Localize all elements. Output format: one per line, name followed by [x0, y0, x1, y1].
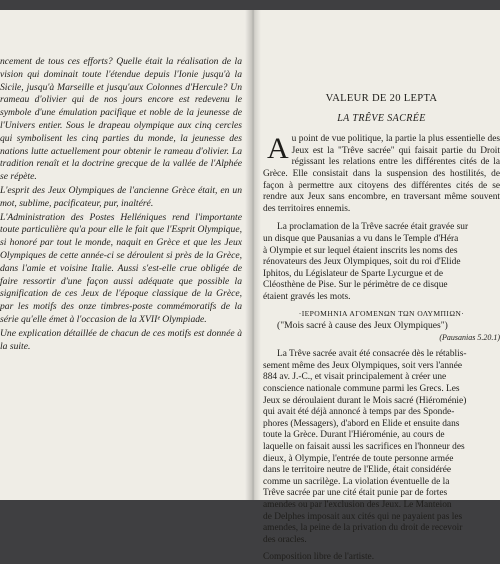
- para3-line: phores (Messagers), d'abord en Elide et ensuite dans: [263, 418, 460, 429]
- quote-source: (Pausanias 5.20.1): [439, 332, 500, 342]
- left-page: [0, 56, 242, 500]
- para2-line: étaient gravés les mots.: [263, 291, 351, 302]
- para3-line: amendes ou par l'exclusion des Jeux. Le Manteion: [263, 500, 452, 510]
- greek-inscription: ·ΙΕΡΟΜΗΝΙΑ ΑΓΟΜΕΝΩΝ ΤΩΝ ΟΛΥΜΠΙΩΝ·: [298, 308, 465, 318]
- para2-line: Iphitos, du Législateur de Sparte Lycurgue et de: [263, 268, 443, 279]
- para2-line: La proclamation de la Trêve sacrée était gravée sur: [277, 222, 469, 233]
- para2-line: à Olympie et sur lequel étaient inscrits les noms des: [263, 245, 458, 256]
- para3-line: de Delphes imposait aux cités qui ne payaient pas les: [263, 511, 463, 522]
- right-paragraph-1-text: u point de vue politique, la partie la plus essentielle des Jeux est la "Trêve sacrée" qui faisait partie du Droit régissant les relations entre les différentes cités de la Grèce. Elle consistait dans la suspension des hostilités, de façon à permettre aux citoyens des différentes cités de se rendre aux Jeux sans encombre, en traversant même souvent des territoires ennemis.: [263, 134, 500, 214]
- para3-line: laquelle on faisait aussi les sacrifices en l'honneur des: [263, 442, 465, 453]
- left-paragraph-1: ncement de tous ces efforts? Quelle était la réalisation de la vision qui dominait toute l'étendue depuis l'Ionie jusqu'à la Sicile, jusqu'à Marseille et jusqu'aux Colonnes d'Hercule? Un rameau d'olivier qui de nos jours encore est redevenu le symbole d'une émulation pacifique et noble de la jeunesse de l'Univers entier. Sous le drapeau olympique aux cinq cercles qui symbolisent les cinq parties du monde, la jeunesse des nations lutte actuellement pour obtenir le rameau d'olivier. La tradition renaît et la doctrine grecque de la vallée de l'Alphée se répète.: [0, 56, 242, 183]
- para3-line: qui avait été déjà annoncé à temps par des Sponde-: [263, 407, 455, 418]
- para3-line: conscience nationale commune parmi les Grecs. Les: [263, 384, 460, 395]
- book-spread: [0, 10, 500, 563]
- drop-cap: A: [267, 132, 289, 166]
- section-title: LA TRÊVE SACRÉE: [337, 112, 426, 124]
- para3-line: La Trêve sacrée avait été consacrée dès le rétablis-: [277, 349, 467, 360]
- left-paragraph-2: L'esprit des Jeux Olympiques de l'ancienne Grèce était, en un mot, sublime, pacificateur, pur, inaltéré.: [0, 184, 242, 209]
- para3-line: comme un sacrilège. La violation éventuelle de la: [263, 476, 450, 487]
- para2-line: Cléosthène de Pise. Sur le périmètre de ce disque: [263, 280, 448, 291]
- para3-line: 884 av. J.-C., et visait principalement à créer une: [263, 372, 447, 383]
- left-paragraph-4: Une explication détaillée de chacun de ces motifs est donnée à la suite.: [0, 327, 242, 352]
- para3-line: amendes, la peine de la privation du droit de recevoir: [263, 523, 463, 534]
- left-paragraph-3: L'Administration des Postes Helléniques rend l'importante toute particulière qu'a pour elle le fait que l'Esprit Olympique, si honoré par tout le monde, naquit en Grèce et que les Jeux Olympiques de cette année-ci se déroulent si près de la Grèce, dans l'amie et voisine Italie. Aussi s'est-elle crue obligée de faire ressortir d'une façon aussi adéquate que possible la signification de ces Jeux de l'époque classique de la Grèce, par les motifs des onze timbres-poste commémoratifs de la série qu'elle émet à l'occasion de la XVIIᵉ Olympiade.: [0, 211, 242, 325]
- right-paragraph-2: [263, 222, 500, 303]
- right-page: [263, 93, 500, 563]
- para2-line: rénovateurs des Jeux Olympiques, soit du roi d'Elide: [263, 257, 461, 268]
- para2-line: un disque que Pausanias a vu dans le Temple d'Héra: [263, 233, 459, 244]
- book-gutter: [245, 10, 261, 500]
- para3-line: Trêve sacrée par une cité était punie par de fortes: [263, 488, 448, 499]
- right-paragraph-3: [263, 349, 500, 546]
- para3-line: sement même des Jeux Olympiques, soit vers l'année: [263, 360, 463, 371]
- para3-line: des oracles.: [263, 534, 307, 545]
- right-paragraph-1: [263, 134, 500, 215]
- para3-line: dans le territoire neutre de l'Elide, était considérée: [263, 465, 452, 476]
- page-header: VALEUR DE 20 LEPTA: [325, 93, 438, 104]
- translation-quote: ("Mois sacré à cause des Jeux Olympiques"): [277, 320, 448, 332]
- artist-credit: Composition libre de l'artiste.: [263, 552, 375, 563]
- para3-line: dieux, à Olympie, l'entrée de toute personne armée: [263, 453, 454, 464]
- para3-line: toute la Grèce. Durant l'Hiéroménie, au cours de: [263, 430, 445, 441]
- para3-line: Jeux se déroulaient durant le Mois sacré (Hiéroménie): [263, 395, 467, 406]
